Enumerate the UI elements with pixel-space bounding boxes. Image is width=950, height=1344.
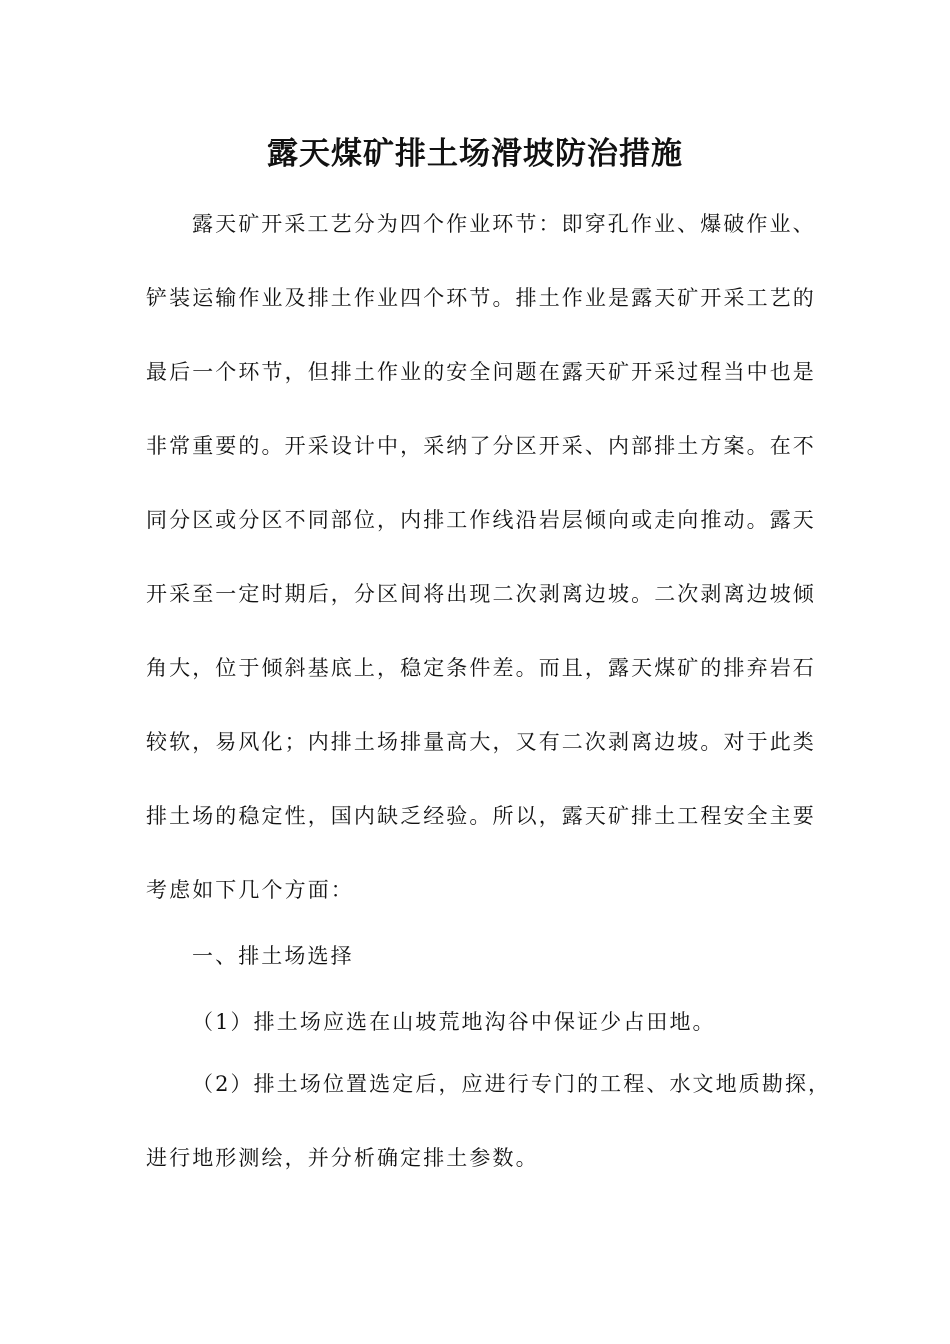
document-title: 露天煤矿排土场滑坡防治措施 xyxy=(267,136,683,172)
list-item: （1）排土场应选在山坡荒地沟谷中保证少占田地。 xyxy=(192,1010,716,1034)
paragraph-line: 考虑如下几个方面： xyxy=(146,878,354,902)
paragraph-line: 较软，易风化；内排土场排量高大，又有二次剥离边坡。对于此类 xyxy=(146,730,816,754)
paragraph-line: 露天矿开采工艺分为四个作业环节：即穿孔作业、爆破作业、 xyxy=(192,212,816,236)
paragraph-line: 角大，位于倾斜基底上，稳定条件差。而且，露天煤矿的排弃岩石 xyxy=(146,656,816,680)
paragraph-line: 排土场的稳定性，国内缺乏经验。所以，露天矿排土工程安全主要 xyxy=(146,804,816,828)
paragraph-line: （2）排土场位置选定后，应进行专门的工程、水文地质勘探， xyxy=(192,1072,832,1096)
paragraph-line: 进行地形测绘，并分析确定排土参数。 xyxy=(146,1146,539,1170)
paragraph-line: 最后一个环节，但排土作业的安全问题在露天矿开采过程当中也是 xyxy=(146,360,816,384)
paragraph-line: 非常重要的。开采设计中，采纳了分区开采、内部排土方案。在不 xyxy=(146,434,816,458)
paragraph-line: 同分区或分区不同部位，内排工作线沿岩层倾向或走向推动。露天 xyxy=(146,508,816,532)
paragraph-line: 铲装运输作业及排土作业四个环节。排土作业是露天矿开采工艺的 xyxy=(146,286,816,310)
section-heading: 一、排土场选择 xyxy=(192,944,354,968)
paragraph-line: 开采至一定时期后，分区间将出现二次剥离边坡。二次剥离边坡倾 xyxy=(146,582,816,606)
